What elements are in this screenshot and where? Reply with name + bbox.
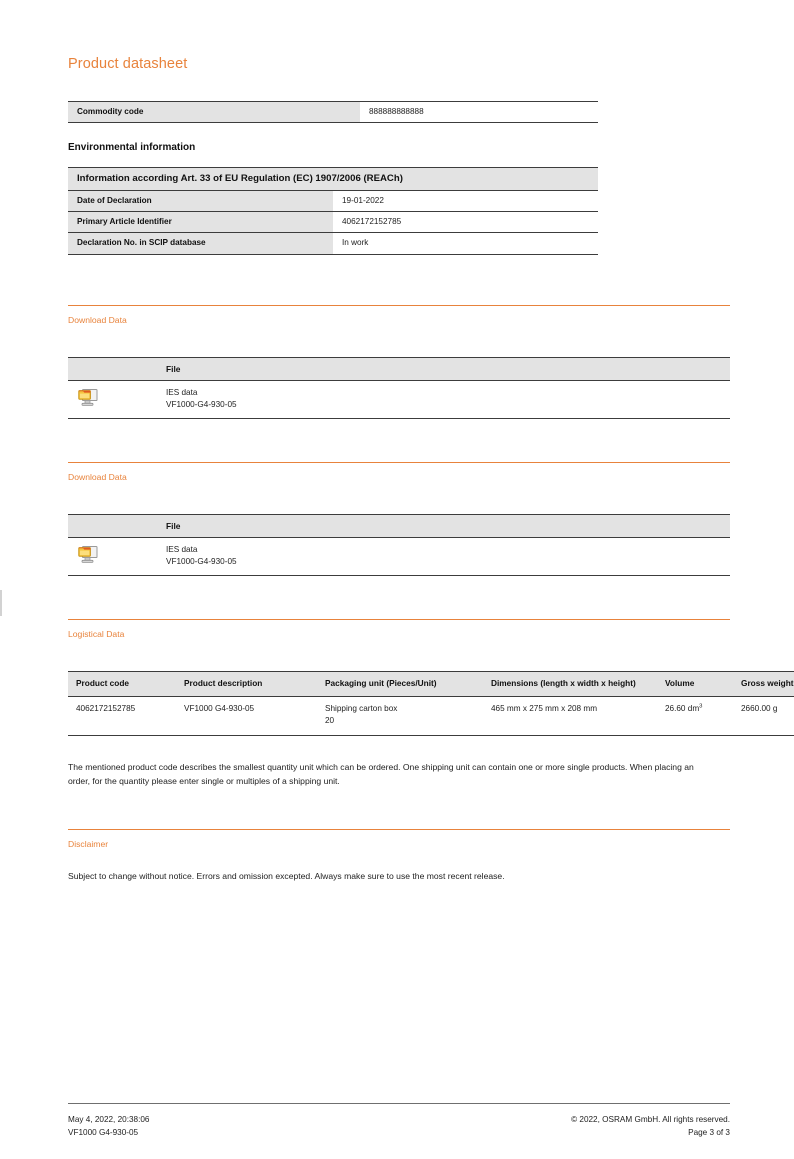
table-row [68, 697, 794, 736]
file-icon-cell[interactable] [68, 538, 157, 576]
download-data-2-rule [68, 462, 730, 463]
cell-product-code: 4062172152785 [68, 697, 176, 736]
column-header-volume: Volume [657, 672, 733, 697]
column-header-dimensions: Dimensions (length x width x height) [483, 672, 657, 697]
file-name-label: VF1000-G4-930-05 [166, 399, 237, 409]
table-header-row [68, 358, 730, 381]
table-header-row [68, 672, 794, 697]
file-icon-column-header [68, 515, 157, 538]
commodity-code-label: Commodity code [68, 102, 360, 123]
logistical-data-rule [68, 619, 730, 620]
file-column-header: File [157, 358, 730, 381]
page-title: Product datasheet [68, 56, 188, 72]
cell-dimensions: 465 mm x 275 mm x 208 mm [483, 697, 657, 736]
reach-banner-label: Information according Art. 33 of EU Regulation (EC) 1907/2006 (REACh) [68, 168, 598, 191]
primary-article-identifier-label: Primary Article Identifier [68, 212, 333, 233]
cell-product-description: VF1000 G4-930-05 [176, 697, 317, 736]
cell-volume [657, 697, 733, 736]
packaging-unit-line-2: 20 [325, 716, 335, 726]
reach-table [68, 167, 598, 255]
column-header-gross-weight: Gross weight [733, 672, 794, 697]
page-edge-marker [0, 590, 2, 616]
scip-declaration-number-value: In work [333, 233, 598, 254]
footer-timestamp: May 4, 2022, 20:38:06 [68, 1115, 150, 1124]
monitor-folder-icon [78, 545, 99, 564]
file-icon-column-header [68, 358, 157, 381]
volume-value: 26.60 dm [665, 704, 700, 714]
file-type-label: IES data [166, 388, 198, 397]
download-data-2-section-label: Download Data [68, 472, 127, 482]
footer-rule [68, 1103, 730, 1104]
footer-copyright: © 2022, OSRAM GmbH. All rights reserved. [571, 1115, 730, 1124]
commodity-code-value: 888888888888 [360, 102, 598, 123]
file-description-cell[interactable] [157, 381, 730, 419]
scip-declaration-number-label: Declaration No. in SCIP database [68, 233, 333, 254]
file-description-cell[interactable] [157, 538, 730, 576]
disclaimer-rule [68, 829, 730, 830]
footer-right [68, 1113, 730, 1140]
column-header-product-code: Product code [68, 672, 176, 697]
file-type-label: IES data [166, 545, 198, 554]
logistical-data-note: The mentioned product code describes the smallest quantity unit which can be ordered. One shipping unit can contain one or more single products. When placing an order, for the quantity please enter single or multiples of a shipping unit. [68, 762, 694, 786]
file-icon-cell[interactable] [68, 381, 157, 419]
cell-packaging-unit [317, 697, 483, 736]
table-header-row [68, 515, 730, 538]
date-of-declaration-label: Date of Declaration [68, 190, 333, 211]
download-data-1-section-label: Download Data [68, 315, 127, 325]
cell-gross-weight: 2660.00 g [733, 697, 794, 736]
file-name-label: VF1000-G4-930-05 [166, 556, 237, 566]
footer-page-number: Page 3 of 3 [688, 1128, 730, 1138]
column-header-product-description: Product description [176, 672, 317, 697]
logistical-data-section-label: Logistical Data [68, 629, 125, 639]
environmental-information-heading: Environmental information [68, 142, 196, 153]
column-header-packaging-unit: Packaging unit (Pieces/Unit) [317, 672, 483, 697]
table-row[interactable] [68, 538, 730, 576]
disclaimer-section-label: Disclaimer [68, 839, 109, 849]
volume-exponent: 3 [699, 703, 703, 710]
date-of-declaration-value: 19-01-2022 [333, 190, 598, 211]
download-data-1-table [68, 357, 730, 419]
table-row [68, 102, 598, 123]
commodity-code-table [68, 101, 598, 123]
primary-article-identifier-value: 4062172152785 [333, 212, 598, 233]
packaging-unit-line-1: Shipping carton box [325, 704, 398, 714]
file-column-header: File [157, 515, 730, 538]
table-row[interactable] [68, 381, 730, 419]
download-data-1-rule [68, 305, 730, 306]
table-row [68, 233, 598, 254]
monitor-folder-icon [78, 388, 99, 407]
table-row [68, 190, 598, 211]
disclaimer-text: Subject to change without notice. Errors and omission excepted. Always make sure to use the most recent release. [68, 871, 505, 881]
reach-banner-row [68, 168, 598, 191]
table-row [68, 212, 598, 233]
logistical-data-table [68, 671, 794, 736]
footer-product-code: VF1000 G4-930-05 [68, 1128, 139, 1138]
download-data-2-table [68, 514, 730, 576]
